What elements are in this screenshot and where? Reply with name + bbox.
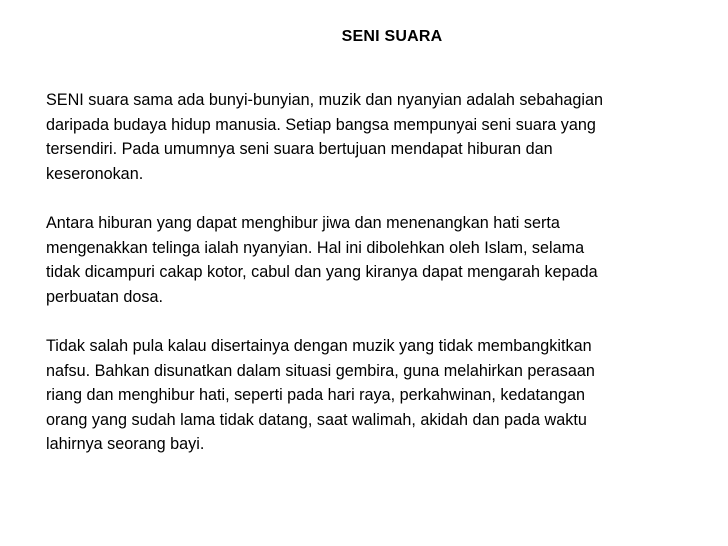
paragraph-3 xyxy=(46,334,686,457)
document-body xyxy=(46,88,686,482)
paragraph-line: tidak dicampuri cakap kotor, cabul dan yang kiranya dapat mengarah kepada xyxy=(46,263,598,282)
paragraph-line: SENI suara sama ada bunyi-bunyian, muzik dan nyanyian adalah sebahagian xyxy=(46,91,604,109)
paragraph-1 xyxy=(46,88,686,186)
paragraph-line: riang dan menghibur hati, seperti pada hari raya, perkahwinan, kedatangan xyxy=(46,386,586,405)
paragraph-line: tersendiri. Pada umumnya seni suara bertujuan mendapat hiburan dan xyxy=(46,140,553,159)
paragraph-line: orang yang sudah lama tidak datang, saat walimah, akidah dan pada waktu xyxy=(46,410,587,429)
paragraph-line: keseronokan. xyxy=(46,164,144,183)
paragraph-line: daripada budaya hidup manusia. Setiap bangsa mempunyai seni suara yang xyxy=(46,115,596,134)
paragraph-line: Antara hiburan yang dapat menghibur jiwa dan menenangkan hati serta xyxy=(46,213,560,232)
paragraph-line: nafsu. Bahkan disunatkan dalam situasi gembira, guna melahirkan perasaan xyxy=(46,361,595,380)
page-title: SENI SUARA xyxy=(341,28,443,45)
paragraph-line: lahirnya seorang bayi. xyxy=(46,435,205,454)
paragraph-line: mengenakkan telinga ialah nyanyian. Hal ini dibolehkan oleh Islam, selama xyxy=(46,238,585,257)
paragraph-line: Tidak salah pula kalau disertainya dengan muzik yang tidak membangkitkan xyxy=(46,336,592,355)
paragraph-2 xyxy=(46,211,686,309)
paragraph-line: perbuatan dosa. xyxy=(46,287,164,306)
